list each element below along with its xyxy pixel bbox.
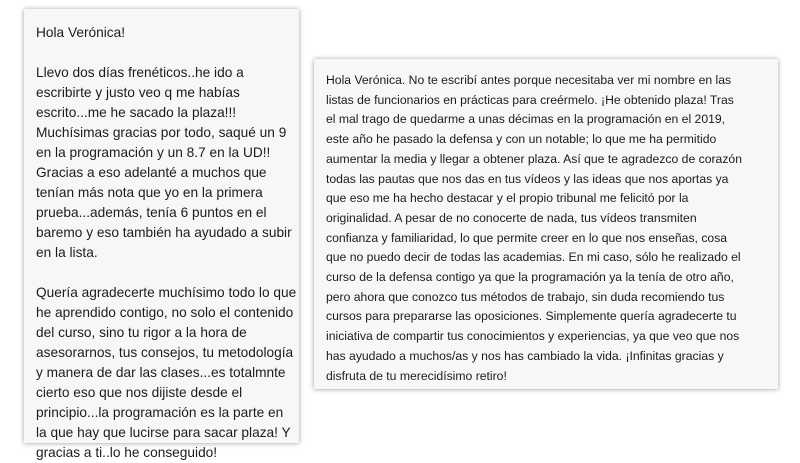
text-line: gracias a ti..lo he conseguido! <box>36 445 218 460</box>
text-line: cierto eso que nos dijiste desde el <box>36 385 243 400</box>
text-line: asesorarnos, tus consejos, tu metodología <box>36 345 294 360</box>
text-line: escribirte y justo veo q me habías <box>36 85 240 100</box>
text-line: este año he pasado la defensa y con un notable; lo que me ha permitido <box>326 132 717 147</box>
text-line: Llevo dos días frenéticos..he ido a <box>36 65 244 80</box>
text-line: la que hay que lucirse para sacar plaza! Y <box>36 425 291 440</box>
paragraph-gap <box>36 43 287 63</box>
paragraph-2 <box>36 283 297 463</box>
text-line: disfruta de tu merecidísimo retiro! <box>326 368 507 383</box>
text-line: curso de la defensa contigo ya que la programación ya la tenía de otro año, <box>326 270 734 285</box>
text-line: has ayudado a muchos/as y nos has cambiado la vida. ¡Infinitas gracias y <box>326 348 724 363</box>
text-line: Hola Verónica. No te escribí antes porque necesitaba ver mi nombre en las <box>326 73 732 87</box>
paragraph-1 <box>36 63 292 263</box>
text-line: listas de funcionarios en prácticas para creérmelo. ¡He obtenido plaza! Tras <box>326 92 734 107</box>
text-line: y manera de dar las clases...es totalmnte <box>36 365 286 380</box>
text-line: el mal trago de quedarme a unas décimas en la programación en el 2019, <box>326 112 726 127</box>
text-line: iniciativa de compartir tus conocimientos y experiencias, ya que veo que nos <box>326 329 740 344</box>
text-line: que eso me ha hecho destacar y el propio tribunal me felicitó por la <box>326 191 689 206</box>
text-line: baremo y eso también ha ayudado a subir <box>36 225 292 240</box>
paragraph-gap <box>36 263 287 283</box>
text-line: he aprendido contigo, no solo el contenido <box>36 305 294 320</box>
text-line: pero ahora que conozco tus métodos de trabajo, sin duda recomiendo tus <box>326 289 725 304</box>
text-line: prueba...además, tenía 6 puntos en el <box>36 205 267 220</box>
text-line: tenían más nota que yo en la primera <box>36 185 263 200</box>
message-card-right <box>314 59 778 389</box>
text-line: en la programación y un 8.7 en la UD!! <box>36 145 271 160</box>
text-line: escrito...me he sacado la plaza!!! <box>36 105 237 120</box>
text-line: originalidad. A pesar de no conocerte de nada, tus vídeos transmiten <box>326 210 697 225</box>
text-line: que no puedo decir de todas las academias. En mi caso, sólo he realizado el <box>326 250 741 265</box>
text-line: Quería agradecerte muchísimo todo lo que <box>36 285 297 300</box>
text-line: principio...la programación es la parte en <box>36 405 284 420</box>
text-line: aumentar la media y llegar a obtener plaza. Así que te agradezco de corazón <box>326 151 742 166</box>
text-line: del curso, sino tu rigor a la hora de <box>36 325 247 340</box>
text-line: confianza y familiaridad, lo que permite creer en lo que nos enseñas, cosa <box>326 230 728 245</box>
text-line: en la lista. <box>36 245 98 260</box>
text-line: todas las pautas que nos das en tus vídeos y las ideas que nos aportas ya <box>326 171 729 186</box>
greeting: Hola Verónica! <box>36 25 126 40</box>
message-card-left <box>24 9 299 460</box>
text-line: Gracias a eso adelanté a muchos que <box>36 165 267 180</box>
text-line: cursos para prepararse las oposiciones. Simplemente quería agradecerte tu <box>326 309 737 324</box>
text-line: Muchísimas gracias por todo, saqué un 9 <box>36 125 287 140</box>
